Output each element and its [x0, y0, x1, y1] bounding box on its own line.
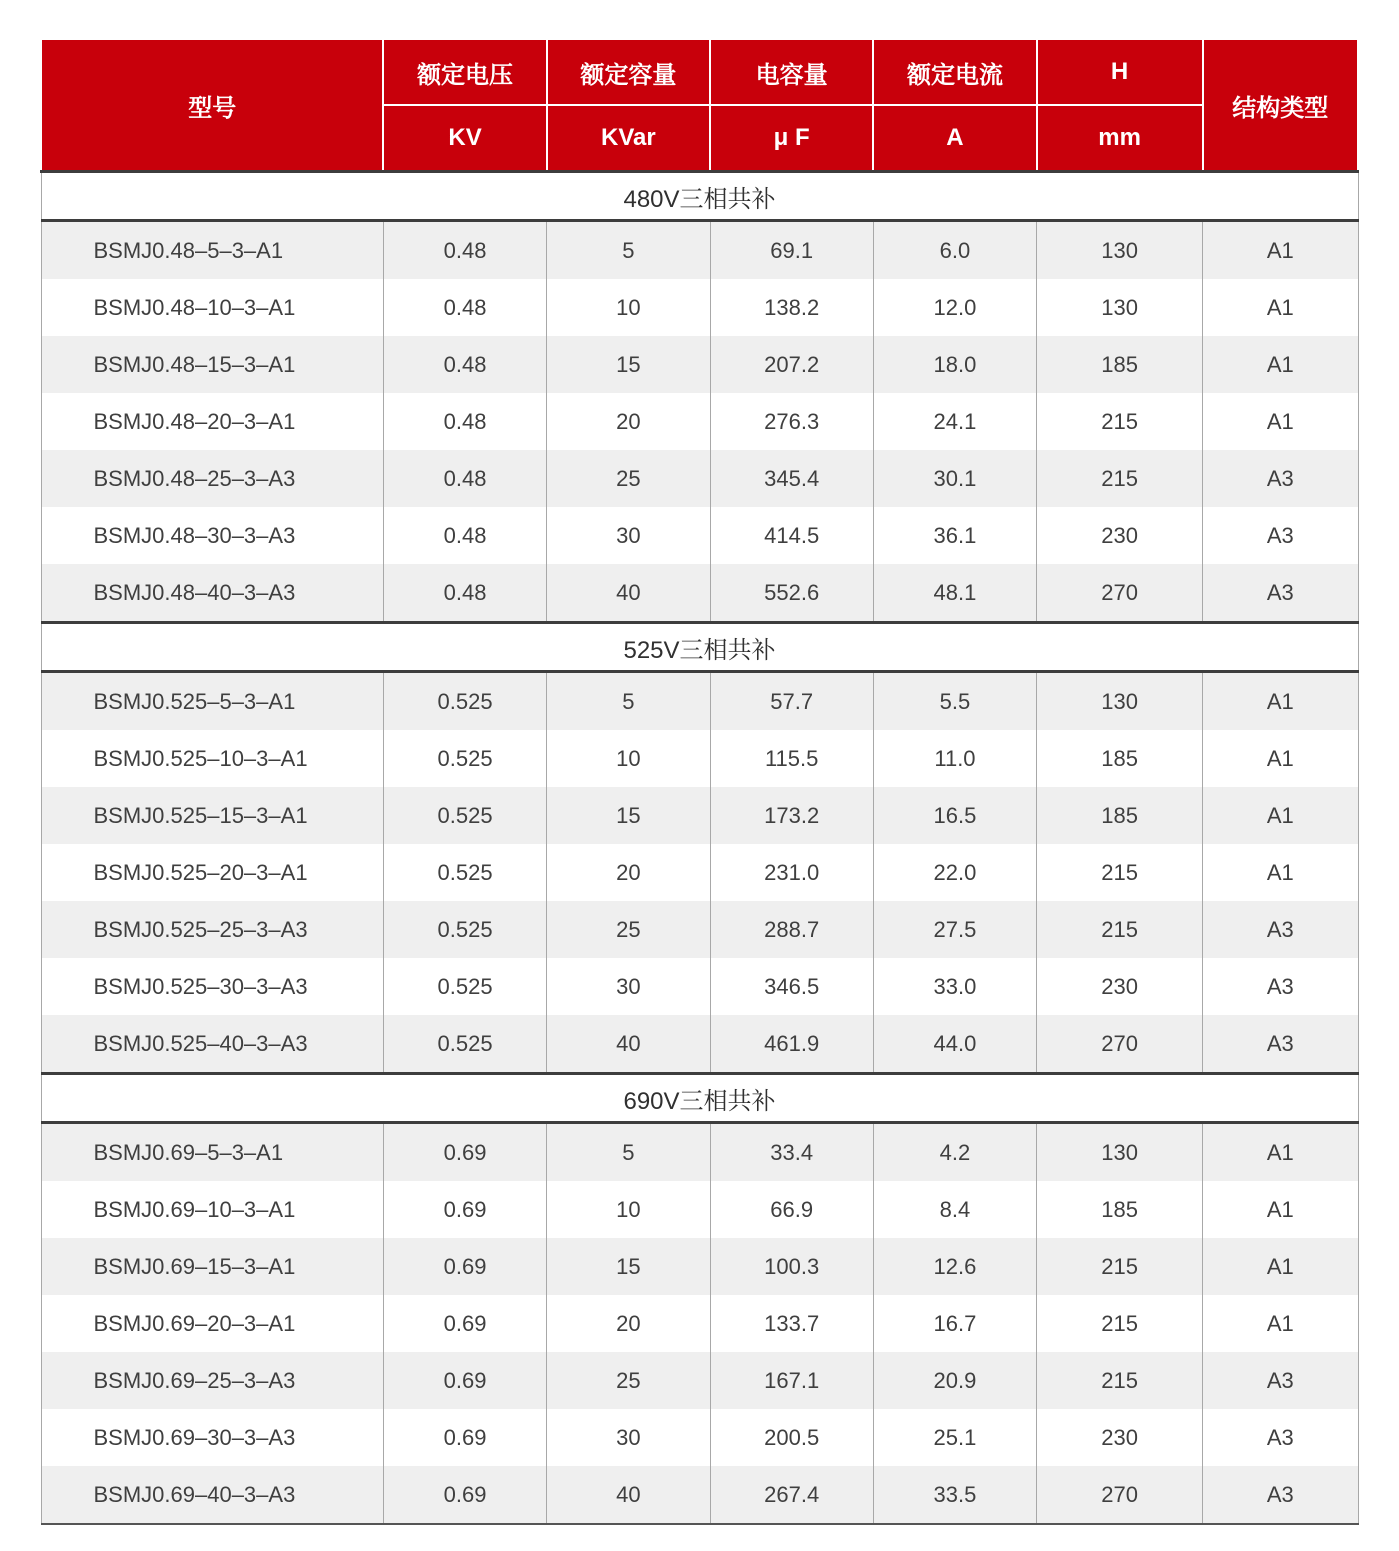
- table-row: [41, 564, 1358, 623]
- value-cell: 215: [1037, 901, 1203, 958]
- value-cell: 215: [1037, 450, 1203, 507]
- section-header-row: [41, 623, 1358, 672]
- value-cell: 0.525: [383, 1015, 546, 1074]
- section-header-row: [41, 172, 1358, 221]
- value-cell: 22.0: [873, 844, 1036, 901]
- value-cell: 173.2: [710, 787, 873, 844]
- value-cell: 100.3: [710, 1238, 873, 1295]
- value-cell: 40: [547, 1466, 710, 1524]
- value-cell: 267.4: [710, 1466, 873, 1524]
- table-row: [41, 1295, 1358, 1352]
- value-cell: 0.525: [383, 901, 546, 958]
- value-cell: A3: [1203, 564, 1358, 623]
- value-cell: A1: [1203, 1238, 1358, 1295]
- value-cell: A1: [1203, 1295, 1358, 1352]
- value-cell: A3: [1203, 1409, 1358, 1466]
- value-cell: 0.525: [383, 844, 546, 901]
- value-cell: 25: [547, 901, 710, 958]
- table-header: [41, 39, 1358, 172]
- value-cell: A3: [1203, 958, 1358, 1015]
- section-title: 690V三相共补: [41, 1074, 1358, 1123]
- col-header-structure-type: 结构类型: [1203, 39, 1358, 172]
- section-title: 480V三相共补: [41, 172, 1358, 221]
- value-cell: 8.4: [873, 1181, 1036, 1238]
- value-cell: 130: [1037, 279, 1203, 336]
- value-cell: A1: [1203, 672, 1358, 731]
- value-cell: 414.5: [710, 507, 873, 564]
- table-row: [41, 336, 1358, 393]
- value-cell: 0.525: [383, 672, 546, 731]
- value-cell: 0.48: [383, 336, 546, 393]
- value-cell: 12.0: [873, 279, 1036, 336]
- value-cell: 0.525: [383, 787, 546, 844]
- value-cell: 10: [547, 1181, 710, 1238]
- col-header-capacitance: 电容量: [710, 39, 873, 105]
- value-cell: 30: [547, 958, 710, 1015]
- model-cell: BSMJ0.525–10–3–A1: [41, 730, 383, 787]
- value-cell: A1: [1203, 393, 1358, 450]
- table-row: [41, 507, 1358, 564]
- value-cell: 0.48: [383, 221, 546, 280]
- value-cell: 0.525: [383, 958, 546, 1015]
- value-cell: A3: [1203, 1352, 1358, 1409]
- value-cell: 552.6: [710, 564, 873, 623]
- value-cell: 130: [1037, 672, 1203, 731]
- value-cell: 288.7: [710, 901, 873, 958]
- value-cell: 20: [547, 844, 710, 901]
- value-cell: 25.1: [873, 1409, 1036, 1466]
- table-row: [41, 221, 1358, 280]
- value-cell: 33.4: [710, 1123, 873, 1182]
- table-row: [41, 958, 1358, 1015]
- value-cell: 16.7: [873, 1295, 1036, 1352]
- model-cell: BSMJ0.69–5–3–A1: [41, 1123, 383, 1182]
- value-cell: A3: [1203, 1466, 1358, 1524]
- value-cell: 0.48: [383, 564, 546, 623]
- table-row: [41, 730, 1358, 787]
- table-row: [41, 1123, 1358, 1182]
- value-cell: 0.69: [383, 1409, 546, 1466]
- table-body: [41, 172, 1358, 1525]
- value-cell: 5.5: [873, 672, 1036, 731]
- table-row: [41, 1466, 1358, 1524]
- value-cell: 27.5: [873, 901, 1036, 958]
- value-cell: 0.69: [383, 1238, 546, 1295]
- value-cell: A1: [1203, 279, 1358, 336]
- col-header-height: H: [1037, 39, 1203, 105]
- value-cell: 15: [547, 336, 710, 393]
- value-cell: 130: [1037, 1123, 1203, 1182]
- value-cell: 0.69: [383, 1295, 546, 1352]
- value-cell: 215: [1037, 844, 1203, 901]
- value-cell: A1: [1203, 730, 1358, 787]
- value-cell: 4.2: [873, 1123, 1036, 1182]
- model-cell: BSMJ0.48–40–3–A3: [41, 564, 383, 623]
- value-cell: 185: [1037, 336, 1203, 393]
- value-cell: 0.48: [383, 507, 546, 564]
- table-row: [41, 450, 1358, 507]
- value-cell: 230: [1037, 1409, 1203, 1466]
- value-cell: A3: [1203, 450, 1358, 507]
- table-row: [41, 1015, 1358, 1074]
- value-cell: 25: [547, 450, 710, 507]
- value-cell: 167.1: [710, 1352, 873, 1409]
- value-cell: 0.69: [383, 1123, 546, 1182]
- value-cell: 33.0: [873, 958, 1036, 1015]
- model-cell: BSMJ0.69–25–3–A3: [41, 1352, 383, 1409]
- col-unit-kv: KV: [383, 105, 546, 172]
- header-title-row: [41, 39, 1358, 105]
- value-cell: 115.5: [710, 730, 873, 787]
- model-cell: BSMJ0.525–20–3–A1: [41, 844, 383, 901]
- value-cell: 0.48: [383, 279, 546, 336]
- value-cell: 36.1: [873, 507, 1036, 564]
- table-row: [41, 393, 1358, 450]
- value-cell: 270: [1037, 1015, 1203, 1074]
- value-cell: 231.0: [710, 844, 873, 901]
- value-cell: A3: [1203, 901, 1358, 958]
- value-cell: 0.525: [383, 730, 546, 787]
- value-cell: 24.1: [873, 393, 1036, 450]
- value-cell: 57.7: [710, 672, 873, 731]
- table-row: [41, 279, 1358, 336]
- value-cell: A1: [1203, 1181, 1358, 1238]
- value-cell: 40: [547, 564, 710, 623]
- col-header-rated-capacity: 额定容量: [547, 39, 710, 105]
- value-cell: 5: [547, 221, 710, 280]
- col-header-rated-voltage: 额定电压: [383, 39, 546, 105]
- value-cell: 230: [1037, 507, 1203, 564]
- value-cell: 30: [547, 507, 710, 564]
- value-cell: A1: [1203, 336, 1358, 393]
- value-cell: 138.2: [710, 279, 873, 336]
- col-unit-kvar: KVar: [547, 105, 710, 172]
- value-cell: 66.9: [710, 1181, 873, 1238]
- model-cell: BSMJ0.525–15–3–A1: [41, 787, 383, 844]
- spec-table: [40, 38, 1359, 1525]
- col-unit-a: A: [873, 105, 1036, 172]
- value-cell: 230: [1037, 958, 1203, 1015]
- value-cell: A3: [1203, 507, 1358, 564]
- model-cell: BSMJ0.48–20–3–A1: [41, 393, 383, 450]
- value-cell: 345.4: [710, 450, 873, 507]
- model-cell: BSMJ0.48–30–3–A3: [41, 507, 383, 564]
- value-cell: A1: [1203, 1123, 1358, 1182]
- value-cell: 0.48: [383, 393, 546, 450]
- value-cell: 11.0: [873, 730, 1036, 787]
- table-row: [41, 1238, 1358, 1295]
- value-cell: 69.1: [710, 221, 873, 280]
- table-row: [41, 844, 1358, 901]
- model-cell: BSMJ0.48–10–3–A1: [41, 279, 383, 336]
- value-cell: 346.5: [710, 958, 873, 1015]
- model-cell: BSMJ0.525–25–3–A3: [41, 901, 383, 958]
- value-cell: 0.69: [383, 1181, 546, 1238]
- value-cell: 270: [1037, 564, 1203, 623]
- value-cell: 200.5: [710, 1409, 873, 1466]
- value-cell: 133.7: [710, 1295, 873, 1352]
- value-cell: 461.9: [710, 1015, 873, 1074]
- value-cell: 215: [1037, 1238, 1203, 1295]
- value-cell: 130: [1037, 221, 1203, 280]
- value-cell: 215: [1037, 1295, 1203, 1352]
- model-cell: BSMJ0.69–20–3–A1: [41, 1295, 383, 1352]
- value-cell: 215: [1037, 393, 1203, 450]
- model-cell: BSMJ0.48–15–3–A1: [41, 336, 383, 393]
- model-cell: BSMJ0.69–40–3–A3: [41, 1466, 383, 1524]
- model-cell: BSMJ0.69–15–3–A1: [41, 1238, 383, 1295]
- model-cell: BSMJ0.69–10–3–A1: [41, 1181, 383, 1238]
- table-row: [41, 901, 1358, 958]
- model-cell: BSMJ0.525–40–3–A3: [41, 1015, 383, 1074]
- value-cell: 6.0: [873, 221, 1036, 280]
- value-cell: 18.0: [873, 336, 1036, 393]
- value-cell: 185: [1037, 730, 1203, 787]
- value-cell: 30: [547, 1409, 710, 1466]
- value-cell: A1: [1203, 787, 1358, 844]
- section-title: 525V三相共补: [41, 623, 1358, 672]
- value-cell: 16.5: [873, 787, 1036, 844]
- value-cell: A3: [1203, 1015, 1358, 1074]
- value-cell: A1: [1203, 221, 1358, 280]
- value-cell: 33.5: [873, 1466, 1036, 1524]
- col-unit-mm: mm: [1037, 105, 1203, 172]
- value-cell: 25: [547, 1352, 710, 1409]
- table-row: [41, 1352, 1358, 1409]
- model-cell: BSMJ0.69–30–3–A3: [41, 1409, 383, 1466]
- table-row: [41, 787, 1358, 844]
- value-cell: 0.48: [383, 450, 546, 507]
- value-cell: 20.9: [873, 1352, 1036, 1409]
- value-cell: 48.1: [873, 564, 1036, 623]
- table-row: [41, 672, 1358, 731]
- value-cell: 0.69: [383, 1352, 546, 1409]
- value-cell: 5: [547, 672, 710, 731]
- value-cell: 10: [547, 730, 710, 787]
- value-cell: 20: [547, 393, 710, 450]
- value-cell: 40: [547, 1015, 710, 1074]
- col-header-model: 型号: [41, 39, 383, 172]
- value-cell: 15: [547, 1238, 710, 1295]
- value-cell: 30.1: [873, 450, 1036, 507]
- col-header-rated-current: 额定电流: [873, 39, 1036, 105]
- value-cell: 10: [547, 279, 710, 336]
- value-cell: 12.6: [873, 1238, 1036, 1295]
- value-cell: 44.0: [873, 1015, 1036, 1074]
- table-row: [41, 1409, 1358, 1466]
- value-cell: 15: [547, 787, 710, 844]
- value-cell: 276.3: [710, 393, 873, 450]
- value-cell: A1: [1203, 844, 1358, 901]
- value-cell: 20: [547, 1295, 710, 1352]
- model-cell: BSMJ0.48–5–3–A1: [41, 221, 383, 280]
- table-row: [41, 1181, 1358, 1238]
- model-cell: BSMJ0.525–5–3–A1: [41, 672, 383, 731]
- col-unit-uf: μ F: [710, 105, 873, 172]
- value-cell: 207.2: [710, 336, 873, 393]
- section-header-row: [41, 1074, 1358, 1123]
- value-cell: 270: [1037, 1466, 1203, 1524]
- value-cell: 185: [1037, 1181, 1203, 1238]
- value-cell: 215: [1037, 1352, 1203, 1409]
- value-cell: 0.69: [383, 1466, 546, 1524]
- value-cell: 5: [547, 1123, 710, 1182]
- model-cell: BSMJ0.525–30–3–A3: [41, 958, 383, 1015]
- model-cell: BSMJ0.48–25–3–A3: [41, 450, 383, 507]
- value-cell: 185: [1037, 787, 1203, 844]
